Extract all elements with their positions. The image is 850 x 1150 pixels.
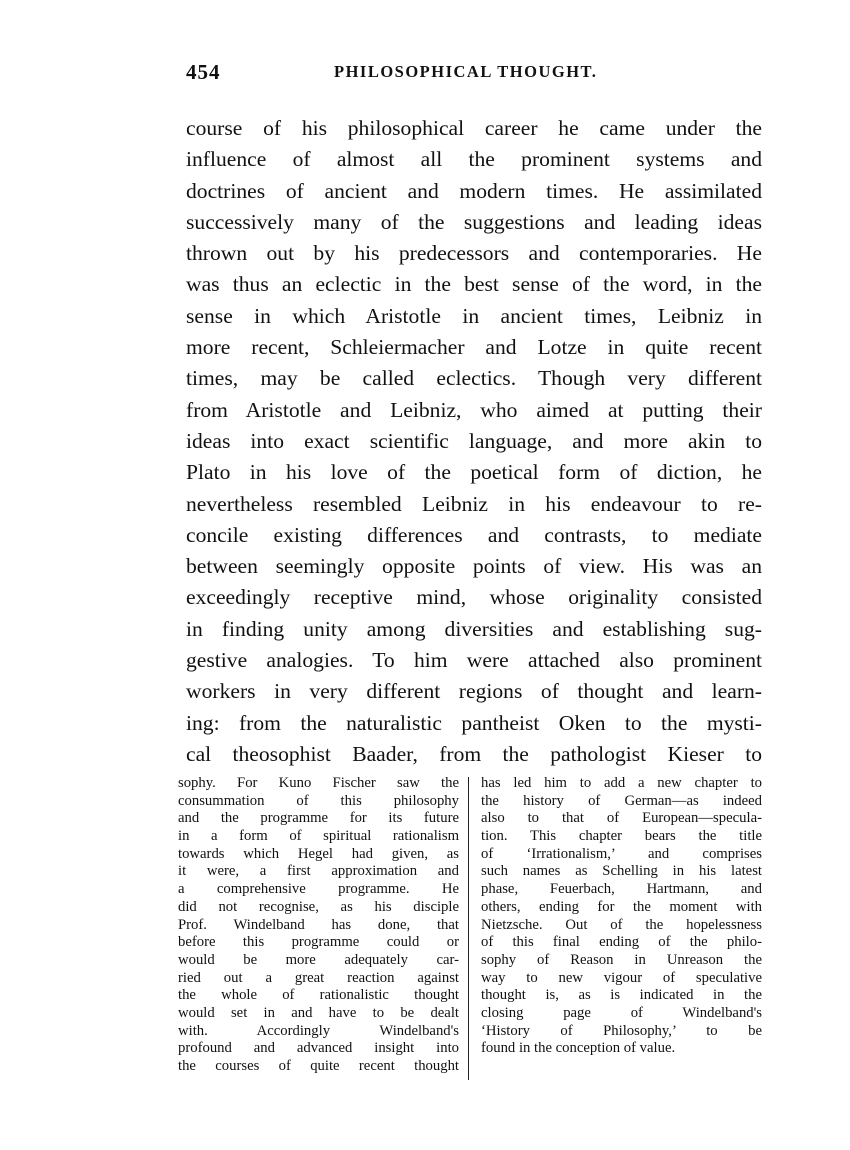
footnote-line: ried out a great reaction against <box>178 969 459 986</box>
footnote-line: profound and advanced insight into <box>178 1040 459 1057</box>
page-header <box>186 60 762 94</box>
footnote-line: the courses of quite recent thought <box>178 1058 459 1074</box>
footnote-line: found in the conception of value. <box>481 1040 676 1057</box>
text-line: nevertheless resembled Leibniz in his endeavour to re- <box>186 491 762 516</box>
footnote-line: consummation of this philosophy <box>178 792 459 809</box>
footnote-line: phase, Feuerbach, Hartmann, and <box>481 881 762 898</box>
text-line: gestive analogies. To him were attached also prominent <box>186 648 762 673</box>
text-line: successively many of the suggestions and leading ideas <box>186 209 762 234</box>
footnote-line: the history of German—as indeed <box>481 792 762 809</box>
text-line: sense in which Aristotle in ancient times, Leibniz in <box>186 303 762 328</box>
text-line: course of his philosophical career he came under the <box>186 116 762 140</box>
footnotes <box>178 775 764 1085</box>
footnote-line: tion. This chapter bears the title <box>481 828 762 845</box>
footnote-line: of ‘Irrationalism,’ and comprises <box>481 845 762 862</box>
text-line: in finding unity among diversities and establishing sug- <box>186 616 762 641</box>
page-number: 454 <box>186 60 221 84</box>
text-line: concile existing differences and contrasts, to mediate <box>186 522 762 547</box>
footnote-line: ‘History of Philosophy,’ to be <box>481 1022 762 1039</box>
text-line: Plato in his love of the poetical form of diction, he <box>186 460 762 485</box>
footnote-line: also to that of European—specula- <box>481 810 762 827</box>
footnote-line: others, ending for the moment with <box>481 898 762 915</box>
text-line: cal theosophist Baader, from the pathologist Kieser to <box>186 741 762 766</box>
footnote-line: has led him to add a new chapter to <box>481 775 762 791</box>
text-line: exceedingly receptive mind, whose originality consisted <box>186 585 762 610</box>
text-line: influence of almost all the prominent systems and <box>186 147 762 172</box>
footnote-line: of this final ending of the philo- <box>481 934 762 951</box>
footnote-line: towards which Hegel had given, as <box>178 845 459 862</box>
footnote-line: such names as Schelling in his latest <box>481 863 762 880</box>
footnote-line: closing page of Windelband's <box>481 1004 762 1021</box>
text-line: from Aristotle and Leibniz, who aimed at putting their <box>186 397 762 422</box>
footnote-line: way to new vigour of speculative <box>481 969 762 986</box>
main-text <box>186 113 762 770</box>
footnote-line: did not recognise, as his disciple <box>178 898 459 915</box>
footnote-column-right <box>481 775 762 1058</box>
text-line: times, may be called eclectics. Though very different <box>186 366 762 391</box>
footnote-line: in a form of spiritual rationalism <box>178 828 459 845</box>
running-title: PHILOSOPHICAL THOUGHT. <box>334 62 598 81</box>
footnote-line: sophy of Reason in Unreason the <box>481 951 762 968</box>
footnote-line: with. Accordingly Windelband's <box>178 1022 459 1039</box>
text-line: between seemingly opposite points of view. His was an <box>186 554 762 579</box>
text-line: thrown out by his predecessors and contemporaries. He <box>186 241 762 266</box>
text-line: was thus an eclectic in the best sense of the word, in the <box>186 272 762 297</box>
footnote-line: thought is, as is indicated in the <box>481 987 762 1004</box>
text-line: workers in very different regions of thought and learn- <box>186 679 762 704</box>
footnote-line: a comprehensive programme. He <box>178 881 459 898</box>
text-line: doctrines of ancient and modern times. He assimilated <box>186 178 762 203</box>
footnote-line: it were, a first approximation and <box>178 863 459 880</box>
footnote-line: Nietzsche. Out of the hopelessness <box>481 916 762 933</box>
text-line: more recent, Schleiermacher and Lotze in quite recent <box>186 335 762 360</box>
footnote-line: Prof. Windelband has done, that <box>178 916 459 933</box>
footnote-line: and the programme for its future <box>178 810 459 827</box>
footnote-column-left <box>178 775 459 1076</box>
footnote-line: would set in and have to be dealt <box>178 1004 459 1021</box>
text-line: ing: from the naturalistic pantheist Oken to the mysti- <box>186 710 762 735</box>
footnote-line: before this programme could or <box>178 934 459 951</box>
text-line: ideas into exact scientific language, and more akin to <box>186 428 762 453</box>
footnote-line: sophy. For Kuno Fischer saw the <box>178 775 459 791</box>
footnote-line: the whole of rationalistic thought <box>178 987 459 1004</box>
footnote-line: would be more adequately car- <box>178 951 459 968</box>
column-divider <box>468 777 469 1080</box>
